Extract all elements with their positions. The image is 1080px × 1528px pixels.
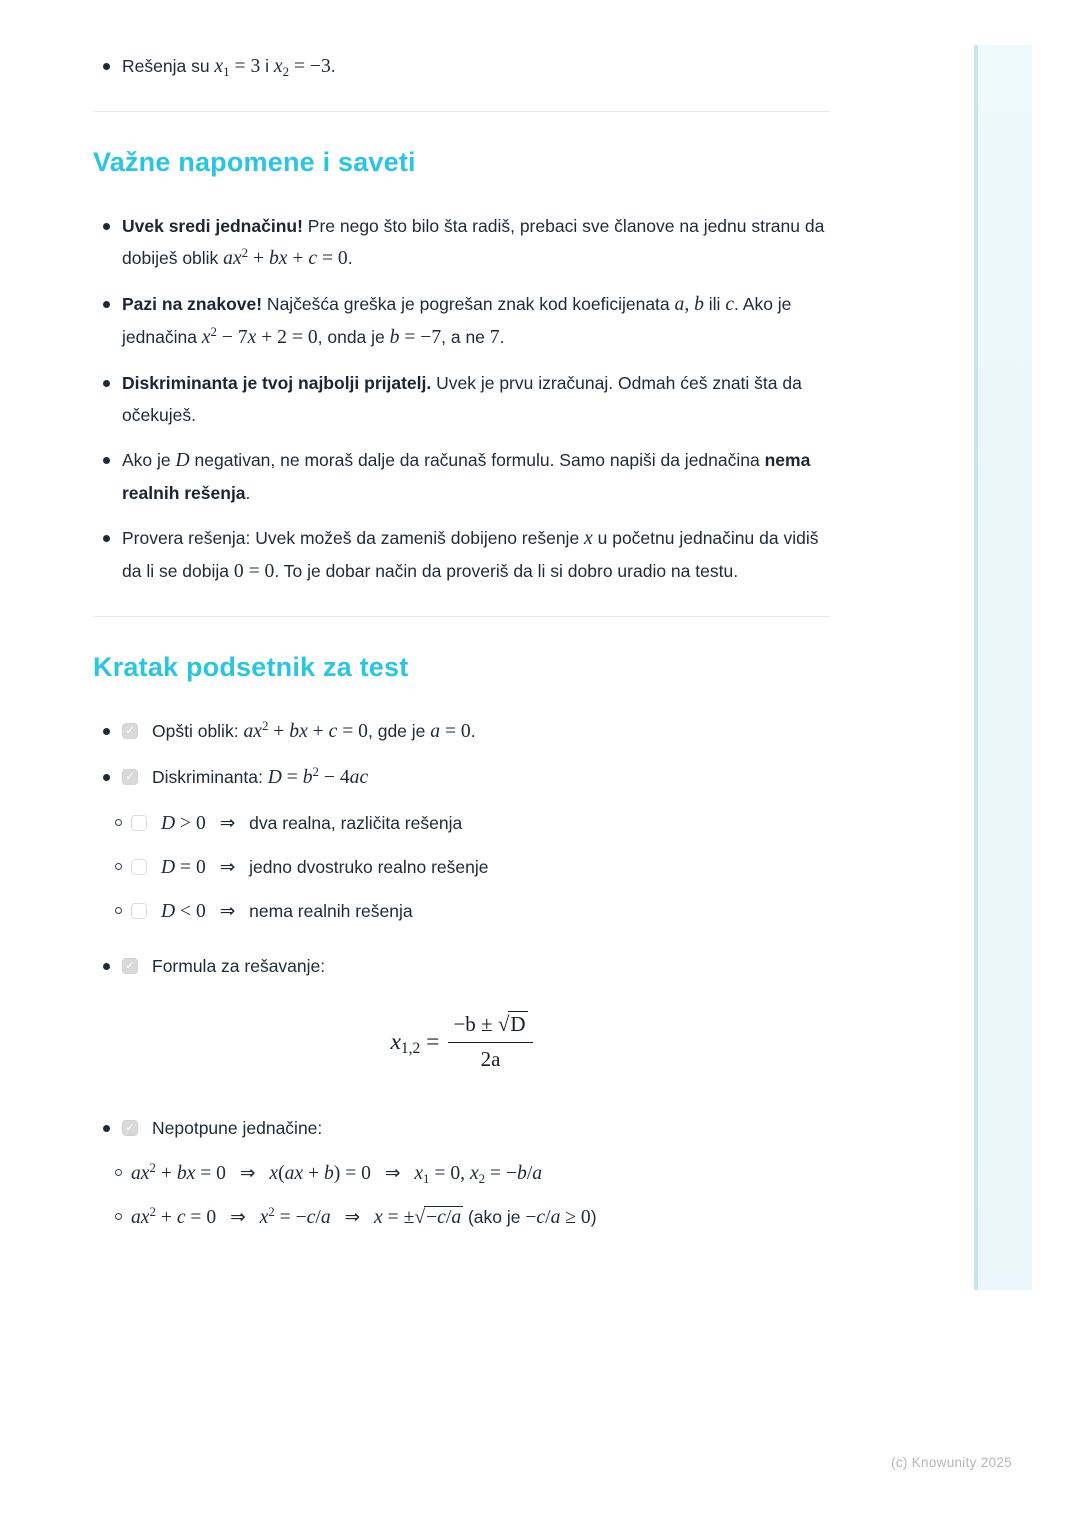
bullet-dot-icon [103, 457, 110, 464]
math-inline: a = 0 [430, 721, 471, 742]
math-inline: $D = b^2 - 4ac$ [267, 763, 369, 788]
section-heading: Važne napomene i saveti [93, 147, 416, 177]
sqrt-radicand [508, 1011, 527, 1036]
circle-bullet-icon [115, 1169, 122, 1176]
implies-arrow-icon: ⇒ [219, 857, 236, 878]
math-variable: x [214, 56, 224, 77]
math-inline: a, b [674, 294, 704, 315]
fraction [448, 1012, 532, 1072]
sub-list-item [93, 851, 830, 884]
math-variable: ax [131, 1207, 150, 1228]
math-variable: b [517, 1163, 527, 1184]
math-variable: ax [284, 1163, 304, 1184]
bullet-dot-icon [103, 774, 110, 781]
list-item [93, 367, 830, 431]
divider [93, 111, 830, 112]
bullet-dot-icon [103, 380, 110, 387]
formula-display [93, 1012, 830, 1072]
fraction-numerator: −b ± √D [453, 1012, 526, 1036]
math-variable: c [536, 1207, 546, 1228]
math-variable: D [161, 857, 176, 878]
item-text: Formula za rešavanje: [152, 956, 326, 976]
implies-arrow-icon: ⇒ [219, 901, 236, 922]
list-item [93, 1112, 830, 1144]
bold-text: nema realnih rešenja [122, 450, 811, 503]
list-item [93, 50, 830, 83]
implies-arrow-icon: ⇒ [384, 1163, 401, 1184]
implies-arrow-icon: ⇒ [219, 813, 236, 834]
circle-bullet-icon [115, 907, 122, 914]
math-inline: D < 0 ⇒ [161, 901, 244, 922]
item-text: Pazi na znakove! Najčešća greška je pogrešan znak kod koeficijenata a, b ili c. Ako je jednačina $x^2 - 7x + 2 = 0$, onda je b = −7, a ne 7. [122, 294, 792, 348]
bullet-dot-icon [103, 301, 110, 308]
item-text: D > 0 ⇒ dva realna, različita rešenja [161, 813, 463, 834]
item-text: Ako je D negativan, ne moraš dalje da računaš formulu. Samo napiši da jednačina nema realnih rešenja. [122, 450, 811, 503]
math-inline: 7 [489, 327, 500, 348]
fraction-denominator: 2a [448, 1042, 532, 1072]
item-text: Diskriminanta je tvoj najbolji prijatelj. Uvek je prvu izračunaj. Odmah ćeš znati šta da očekuješ. [122, 373, 802, 425]
math-inline: $ax^2$ + bx = 0 ⇒ x(ax + b) = 0 ⇒ $x_1 = 0$, $x_2 = -b/a$ [131, 1159, 543, 1186]
math-variable: a [320, 1207, 331, 1228]
bullet-dot-icon [103, 63, 110, 70]
list-item [93, 210, 830, 275]
math-variable: b [302, 767, 313, 788]
subscript: 1,2 [400, 1039, 421, 1057]
item-text: Rešenja su $x_1 = 3$ i $x_2 = -3$. [122, 56, 336, 79]
math-variable: x [584, 528, 593, 549]
math-variable: a [430, 721, 441, 742]
implies-arrow-icon: ⇒ [239, 1163, 256, 1184]
item-text: Nepotpune jednačine: [152, 1118, 323, 1138]
math-variable: x [273, 56, 283, 77]
math-inline [725, 294, 734, 315]
math-variable: b [323, 1163, 334, 1184]
subscript: 2 [282, 63, 290, 79]
math-variable: D [175, 450, 190, 471]
math-variable: ax [223, 248, 242, 269]
math-inline: $ax^2 + c = 0$ ⇒ $x^2 = -c/a$ ⇒ x = ±√−c/a [131, 1203, 462, 1228]
item-text: D = 0 ⇒ jedno dvostruko realno rešenje [161, 857, 489, 878]
checkbox-unchecked[interactable] [131, 859, 147, 875]
math-variable: a [532, 1163, 543, 1184]
subscript: 1 [223, 63, 230, 79]
math-variable: b [465, 1012, 476, 1036]
list-item [93, 715, 830, 748]
math-variable: x [414, 1163, 424, 1184]
math-inline: $x_2 = -3$ [273, 56, 331, 79]
list-item [93, 522, 830, 588]
sqrt-radicand: −c/a [426, 1207, 462, 1228]
math-inline: D = 0 ⇒ [161, 857, 244, 878]
footer-credit: (c) Knowunity 2025 [891, 1455, 1012, 1470]
math-variable: bx [269, 248, 288, 269]
subscript: 1 [423, 1170, 430, 1186]
superscript: 2 [149, 1159, 156, 1175]
bold-text: Uvek sredi jednačinu! [122, 216, 303, 236]
sub-list-item [93, 895, 830, 928]
math-variable: x [259, 1207, 269, 1228]
math-variable: c [306, 1207, 316, 1228]
list-item [93, 950, 830, 982]
math-inline: $x^2 - 7x + 2 = 0$ [201, 323, 318, 348]
circle-bullet-icon [115, 1213, 122, 1220]
math-variable: a [674, 294, 685, 315]
math-variable: x [269, 1163, 279, 1184]
math-variable: x [390, 1028, 401, 1055]
checkbox-unchecked[interactable] [131, 903, 147, 919]
math-variable: c [308, 248, 318, 269]
math-variable: D [161, 901, 176, 922]
math-variable: x [374, 1207, 383, 1228]
math-variable: c [328, 721, 338, 742]
math-variable: ac [349, 767, 369, 788]
sub-list-item [93, 1201, 830, 1234]
math-variable: ax [243, 721, 262, 742]
math-variable: D [510, 1012, 526, 1036]
item-text: $ax^2 + c = 0$ ⇒ $x^2 = -c/a$ ⇒ x = ±√−c/a (ako je −c/a ≥ 0) [131, 1203, 597, 1228]
math-variable: x [201, 327, 211, 348]
item-text: Opšti oblik: $ax^2$ + bx + c = 0, gde je a = 0. [152, 717, 476, 742]
sub-list-item [93, 807, 830, 840]
math-inline: $x_1 = 3$ [214, 56, 261, 79]
circle-bullet-icon [115, 819, 122, 826]
checkbox-checked[interactable]: ✓ [122, 769, 138, 785]
implies-arrow-icon: ⇒ [230, 1207, 246, 1228]
sub-list-item [93, 1157, 830, 1190]
superscript: 2 [149, 1203, 156, 1219]
math-variable: ax [131, 1163, 150, 1184]
math-variable: b [389, 327, 400, 348]
subscript: 2 [478, 1170, 486, 1186]
circle-bullet-icon [115, 863, 122, 870]
math-inline [584, 528, 593, 549]
math-inline [176, 450, 190, 471]
sqrt-radical-icon: √ [414, 1207, 426, 1228]
math-variable: bx [289, 721, 308, 742]
math-variable: a [491, 1047, 501, 1071]
superscript: 2 [210, 323, 217, 339]
item-text: Uvek sredi jednačinu! Pre nego što bilo šta radiš, prebaci sve članove na jednu stranu da dobiješ oblik $ax^2$ + bx + c = 0. [122, 216, 825, 269]
math-inline: $ax^2$ + bx + c = 0 [243, 717, 368, 742]
item-text [131, 1157, 830, 1190]
math-variable: c [725, 294, 735, 315]
math-variable: D [267, 767, 282, 788]
bullet-dot-icon [103, 963, 110, 970]
list-item [93, 288, 830, 354]
bullet-dot-icon [103, 1125, 110, 1132]
item-text: Diskriminanta: $D = b^2 - 4ac$ [152, 763, 369, 788]
math-inline: D > 0 ⇒ [161, 813, 244, 834]
superscript: 2 [241, 244, 249, 260]
math-variable: a [451, 1207, 462, 1228]
math-variable: x [469, 1163, 479, 1184]
checkbox-checked[interactable]: ✓ [122, 723, 138, 739]
right-accent-bar [974, 45, 1032, 1290]
superscript: 2 [312, 763, 320, 779]
math-inline: $ax^2$ + bx + c = 0 [223, 244, 348, 269]
bold-text: Diskriminanta je tvoj najbolji prijatelj. [122, 373, 432, 393]
bullet-dot-icon [103, 728, 110, 735]
section-heading: Kratak podsetnik za test [93, 652, 409, 682]
checkbox-checked[interactable]: ✓ [122, 1120, 138, 1136]
math-variable: x [247, 327, 257, 348]
formula-lhs: $x_{1,2}$ = [390, 1028, 440, 1057]
implies-arrow-icon: ⇒ [344, 1207, 361, 1228]
math-variable: bx [176, 1163, 196, 1184]
item-text: D < 0 ⇒ nema realnih rešenja [161, 901, 413, 922]
math-variable: a [550, 1207, 561, 1228]
math-inline: 0 = 0 [233, 561, 275, 582]
list-item [93, 761, 830, 794]
divider [93, 616, 830, 617]
bullet-dot-icon [103, 223, 110, 230]
content-blocks [93, 50, 830, 1245]
list-item [93, 444, 830, 509]
checkbox-checked[interactable]: ✓ [122, 958, 138, 974]
math-variable: c [176, 1207, 186, 1228]
math-variable: D [161, 813, 176, 834]
math-variable: c [437, 1207, 446, 1228]
superscript: 2 [268, 1203, 275, 1219]
math-inline: −c/a ≥ 0 [525, 1207, 591, 1228]
sqrt-radical-icon: √ [497, 1012, 510, 1036]
checkbox-unchecked[interactable] [131, 815, 147, 831]
bold-text: Pazi na znakove! [122, 294, 263, 314]
superscript: 2 [261, 717, 269, 733]
math-variable: b [694, 294, 704, 315]
math-inline: b = −7 [389, 327, 442, 348]
item-text: Provera rešenja: Uvek možeš da zameniš dobijeno rešenje x u početnu jednačinu da vidiš da li se dobija 0 = 0. To je dobar način da proveriš da li si dobro uradio na testu. [122, 528, 819, 582]
bullet-dot-icon [103, 535, 110, 542]
